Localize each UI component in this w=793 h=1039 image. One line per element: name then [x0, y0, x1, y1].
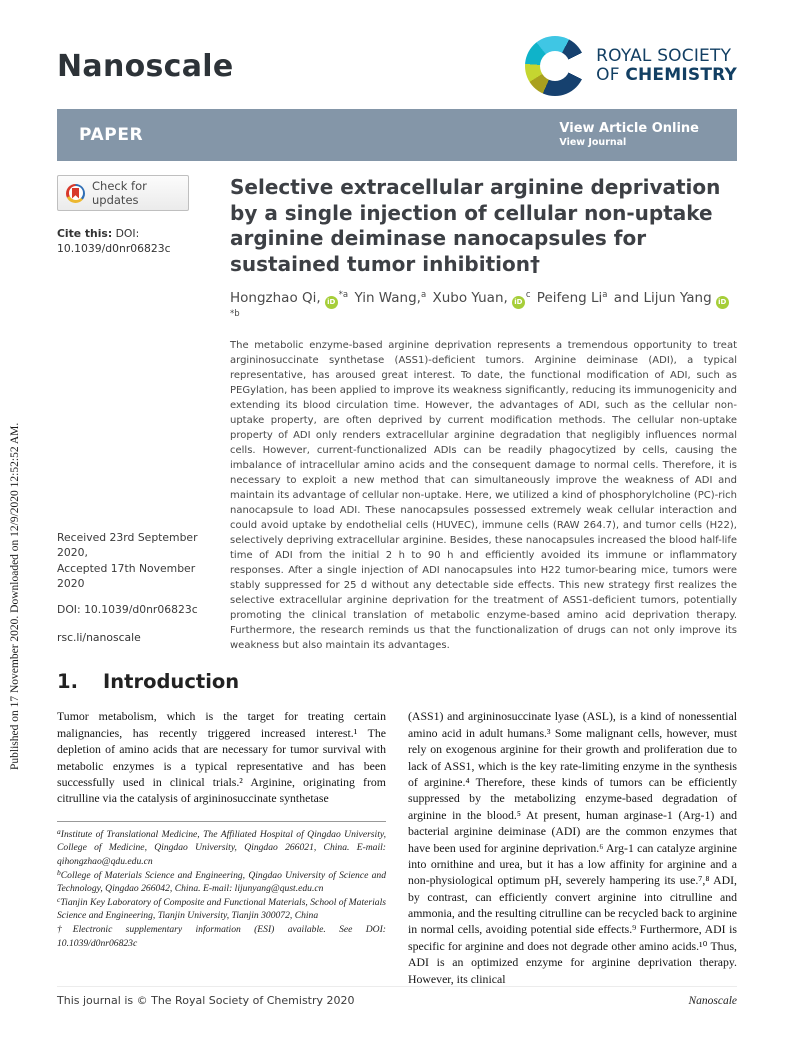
- section-heading: [57, 670, 737, 693]
- dates-block: [57, 530, 220, 646]
- body-column-left: [57, 708, 386, 987]
- sidebar-publication-note: Published on 17 November 2020. Downloaded on 12/9/2020 12:52:52 AM.: [9, 422, 21, 770]
- rsc-logo-icon: [525, 36, 585, 96]
- page-header: [57, 36, 737, 96]
- rsc-logo-line2: OF CHEMISTRY: [596, 65, 737, 85]
- article-meta-column: [57, 175, 230, 653]
- paper-banner: [57, 109, 737, 161]
- author: Peifeng Li$^a$: [536, 290, 608, 307]
- orcid-icon[interactable]: iD: [512, 296, 525, 309]
- paper-type-label: PAPER: [79, 125, 144, 145]
- crossmark-icon: [66, 184, 85, 203]
- abstract-text: The metabolic enzyme-based arginine deprivation represents a tremendous opportunity to treat argininosuccinate synthetase (ASS1)-deficient tumors. Arginine deiminase (ADI), a typical representative, has aroused great interest. To date, the functional modification of ADI, such as PEGylation, has been applied to improve its weakness significantly, reducing its immunogenicity and extending its blood circulation time. However, the advantages of ADI, such as the cellular non-uptake property, are often deprived by current modification methods. The cellular non-uptake property of ADI only renders extracellular arginine degradation that negligibly influences normal cells. However, current-functionalized ADIs can be readily phagocytized by cells, causing the imbalance of intracellular amino acids and the consequent damage to normal cells. Therefore, it is necessary to exploit a new method that can simultaneously improve the weakness of ADI and maintain its advantage of cellular non-uptake. Here, we utilized a kind of phosphorylcholine (PC)-rich nanocapsule to load ADI. These nanocapsules possessed extremely weak cellular interaction and could avoid uptake by endothelial cells (HUVEC), immune cells (RAW 264.7), and tumor cells (H22), selectively depriving extracellular arginine. Besides, these nanocapsules increased the blood half-life time of ADI from the initial 2 h to 90 h and efficiently avoided its immune or inflammatory responses. After a single injection of ADI nanocapsules into H22 tumor-bearing mice, tumors were stably suppressed for 25 d without any detectable side effects. This new strategy first realizes the selective extracellular arginine deprivation for the treatment of ASS1-deficient tumors, potentially promoting the clinical translation of metabolic enzyme-based amino acid deprivation therapy. Furthermore, the research reminds us that the functionalization of drugs can not only improve its weakness but also maintain its advantages.: [230, 340, 737, 652]
- orcid-icon[interactable]: iD: [325, 296, 338, 309]
- author-list: [230, 290, 737, 325]
- view-article-online-link[interactable]: View Article Online: [559, 120, 699, 136]
- article-header: [57, 175, 737, 653]
- introduction-section: [57, 670, 737, 987]
- article-doi: DOI: 10.1039/d0nr06823c: [57, 603, 198, 617]
- footnote-affiliation-b: $^b$College of Materials Science and Engineering, Qingdao University of Science and Technology, Qingdao 266042, China. E-mail: lijunyang@qust.edu.cn: [57, 867, 386, 895]
- journal-url-link[interactable]: rsc.li/nanoscale: [57, 630, 141, 644]
- journal-name-footer: Nanoscale: [688, 995, 737, 1007]
- view-journal-link[interactable]: View Journal: [559, 137, 627, 149]
- journal-title: Nanoscale: [57, 48, 234, 84]
- accepted-date: Accepted 17th November 2020: [57, 561, 196, 591]
- rsc-logo: [525, 36, 737, 96]
- author: Yin Wang,$^a$: [354, 290, 427, 307]
- copyright-text: This journal is © The Royal Society of Chemistry 2020: [57, 994, 355, 1007]
- cite-this-line: [57, 226, 220, 256]
- check-for-updates-label: Check for updates: [92, 179, 147, 207]
- check-for-updates-button[interactable]: [57, 175, 189, 211]
- page-footer: [57, 986, 737, 1007]
- orcid-icon[interactable]: iD: [716, 296, 729, 309]
- body-column-right: [408, 708, 737, 987]
- footnote-affiliation-c: $^c$Tianjin Key Laboratory of Composite and Functional Materials, School of Materials Science and Engineering, Tianjin University, Tianjin 300072, China: [57, 894, 386, 922]
- rsc-logo-line1: ROYAL SOCIETY: [596, 45, 732, 66]
- article-title-column: [230, 175, 737, 653]
- cite-this-label: Cite this:: [57, 227, 113, 240]
- article-title: Selective extracellular arginine deprivation by a single injection of cellular non-uptake arginine deiminase nanocapsules for sustained tumor inhibition†: [230, 175, 721, 276]
- section-number: 1.: [57, 670, 78, 694]
- footnotes-block: [57, 821, 386, 950]
- author: Hongzhao Qi, $iD^{*a}$: [230, 290, 348, 306]
- intro-paragraph-left: Tumor metabolism, which is the target for treating certain malignancies, has recently triggered increased interest.¹ The depletion of amino acids that are necessary for tumor survival with metabolic enzymes is a typical representative and has been successfully used in clinical trials.² Arginine, originating from citrulline via the catalysis of argininosuccinate synthetase: [57, 709, 386, 806]
- intro-paragraph-right: (ASS1) and argininosuccinate lyase (ASL), is a kind of nonessential amino acid in adult humans.³ Some malignant cells, however, must rely on exogenous arginine for their growth and proliferation due to lack of ASS1, which is the key rate-limiting enzyme in the synthesis of arginine.⁴ Therefore, these kinds of tumors can be efficiently suppressed by the metabolizing enzyme-based degradation of arginine in the blood.⁵ At present, human arginase-1 (Arg-1) and bacterial arginine deiminase (ADI) are the common enzymes that have been used for arginine deprivation.⁶ Arg-1 can catalyze arginine into ornithine and urea, but it has a low affinity for arginine and a non-physiological optimum pH, severely hampering its use.⁷,⁸ ADI, by contrast, can efficiently convert arginine into citrulline and ammonia, and the resulting citrulline can be recycled back to arginine in normal cells, avoiding potential side effects.⁹ Furthermore, ADI is specific for arginine and does not degrade other amino acids.¹⁰ Thus, ADI is an optimized enzyme for arginine deprivation therapy. However, its clinical: [408, 709, 737, 986]
- author: and Lijun Yang $iD^{*b}$: [230, 290, 730, 325]
- footnote-esi: †Electronic supplementary information (ESI) available. See DOI: 10.1039/d0nr06823c: [57, 923, 387, 949]
- rsc-logo-text: [596, 47, 737, 85]
- footnote-affiliation-a: $^a$Institute of Translational Medicine, The Affiliated Hospital of Qingdao University, College of Medicine, Qingdao University, Qingdao 266021, China. E-mail: qihongzhao@qdu.edu.cn: [57, 826, 386, 867]
- crossmark-bookmark-icon: [72, 188, 79, 199]
- page-content: [57, 0, 737, 987]
- banner-links: [559, 121, 699, 149]
- section-title: Introduction: [103, 670, 240, 694]
- cite-this-doi: DOI: 10.1039/d0nr06823c: [57, 227, 171, 256]
- received-date: Received 23rd September 2020,: [57, 530, 198, 560]
- body-columns: [57, 708, 737, 987]
- author: Xubo Yuan, $iD^c$: [433, 290, 531, 306]
